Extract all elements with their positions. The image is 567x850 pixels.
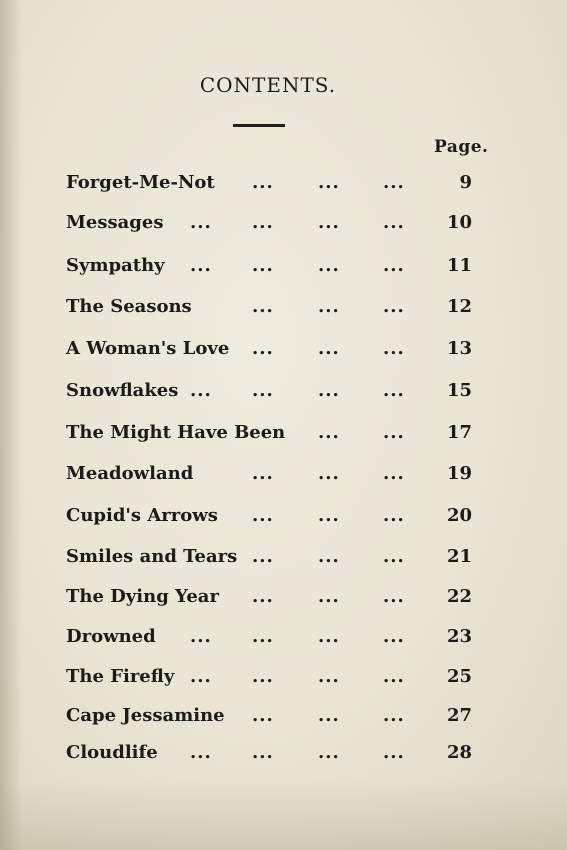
toc-entry-page: 10 xyxy=(446,212,472,233)
leader-dots: ... xyxy=(252,626,274,647)
leader-dots: ... xyxy=(318,422,340,443)
leader-dots: ... xyxy=(252,586,274,607)
toc-entry-page: 21 xyxy=(446,546,472,567)
leader-dots: ... xyxy=(318,463,340,484)
leader-dots: ... xyxy=(252,705,274,726)
title-rule xyxy=(233,124,285,127)
leader-dots: ... xyxy=(318,742,340,763)
page-column-header: Page. xyxy=(434,137,489,157)
toc-entry-page: 20 xyxy=(446,505,472,526)
toc-entry-title: Messages xyxy=(66,212,164,233)
leader-dots: ... xyxy=(383,212,405,233)
leader-dots: ... xyxy=(318,338,340,359)
leader-dots: ... xyxy=(190,666,212,687)
toc-entry xyxy=(66,742,486,768)
toc-entry-title: Meadowland xyxy=(66,463,194,484)
toc-entry-title: Drowned xyxy=(66,626,156,647)
toc-entry-title: A Woman's Love xyxy=(66,338,230,359)
leader-dots: ... xyxy=(252,212,274,233)
toc-entry-page: 11 xyxy=(446,255,472,276)
leader-dots: ... xyxy=(318,172,340,193)
toc-entry-title: Snowflakes xyxy=(66,380,179,401)
leader-dots: ... xyxy=(318,666,340,687)
toc-entry xyxy=(66,586,486,612)
toc-entry xyxy=(66,212,486,238)
toc-entry-page: 17 xyxy=(446,422,472,443)
toc-entry-title: The Might Have Been xyxy=(66,422,286,443)
toc-entry-title: Cloudlife xyxy=(66,742,158,763)
toc-entry-title: Sympathy xyxy=(66,255,165,276)
leader-dots: ... xyxy=(190,742,212,763)
toc-entry xyxy=(66,626,486,652)
toc-entry xyxy=(66,666,486,692)
leader-dots: ... xyxy=(318,505,340,526)
leader-dots: ... xyxy=(383,422,405,443)
leader-dots: ... xyxy=(190,626,212,647)
page-edge-shadow xyxy=(0,0,22,850)
leader-dots: ... xyxy=(252,666,274,687)
leader-dots: ... xyxy=(252,546,274,567)
leader-dots: ... xyxy=(383,505,405,526)
leader-dots: ... xyxy=(252,380,274,401)
leader-dots: ... xyxy=(318,586,340,607)
toc-entry xyxy=(66,255,486,281)
leader-dots: ... xyxy=(318,705,340,726)
toc-entry-page: 12 xyxy=(446,296,472,317)
toc-entry-title: The Dying Year xyxy=(66,586,219,607)
leader-dots: ... xyxy=(383,742,405,763)
leader-dots: ... xyxy=(383,380,405,401)
contents-title: CONTENTS. xyxy=(199,73,337,97)
leader-dots: ... xyxy=(190,212,212,233)
leader-dots: ... xyxy=(383,546,405,567)
leader-dots: ... xyxy=(252,742,274,763)
toc-entry-title: Smiles and Tears xyxy=(66,546,238,567)
toc-entry-title: Cupid's Arrows xyxy=(66,505,218,526)
leader-dots: ... xyxy=(318,626,340,647)
leader-dots: ... xyxy=(190,255,212,276)
leader-dots: ... xyxy=(383,338,405,359)
leader-dots: ... xyxy=(383,705,405,726)
toc-entry xyxy=(66,296,486,322)
leader-dots: ... xyxy=(190,380,212,401)
leader-dots: ... xyxy=(252,172,274,193)
toc-entry-page: 19 xyxy=(446,463,472,484)
leader-dots: ... xyxy=(252,255,274,276)
toc-entry xyxy=(66,463,486,489)
toc-entry xyxy=(66,705,486,731)
toc-entry-page: 15 xyxy=(446,380,472,401)
leader-dots: ... xyxy=(383,626,405,647)
toc-entry-page: 25 xyxy=(446,666,472,687)
toc-entry-page: 13 xyxy=(446,338,472,359)
toc-entry-page: 23 xyxy=(446,626,472,647)
leader-dots: ... xyxy=(383,463,405,484)
leader-dots: ... xyxy=(383,586,405,607)
leader-dots: ... xyxy=(252,296,274,317)
leader-dots: ... xyxy=(318,546,340,567)
leader-dots: ... xyxy=(383,296,405,317)
toc-entry-title: The Seasons xyxy=(66,296,192,317)
toc-entry-page: 9 xyxy=(459,172,472,193)
toc-entry-title: Forget-Me-Not xyxy=(66,172,215,193)
toc-entry-page: 22 xyxy=(446,586,472,607)
leader-dots: ... xyxy=(318,212,340,233)
toc-entry xyxy=(66,172,486,198)
leader-dots: ... xyxy=(383,666,405,687)
toc-entry xyxy=(66,505,486,531)
toc-entry xyxy=(66,338,486,364)
leader-dots: ... xyxy=(318,380,340,401)
leader-dots: ... xyxy=(252,463,274,484)
leader-dots: ... xyxy=(318,296,340,317)
page-bottom-shadow xyxy=(0,780,567,850)
toc-entry xyxy=(66,422,486,448)
leader-dots: ... xyxy=(252,505,274,526)
leader-dots: ... xyxy=(383,255,405,276)
toc-entry-title: Cape Jessamine xyxy=(66,705,225,726)
leader-dots: ... xyxy=(318,255,340,276)
toc-entry-title: The Firefly xyxy=(66,666,175,687)
toc-entry xyxy=(66,380,486,406)
leader-dots: ... xyxy=(252,338,274,359)
leader-dots: ... xyxy=(383,172,405,193)
toc-entry-page: 28 xyxy=(446,742,472,763)
toc-entry-page: 27 xyxy=(446,705,472,726)
toc-entry xyxy=(66,546,486,572)
